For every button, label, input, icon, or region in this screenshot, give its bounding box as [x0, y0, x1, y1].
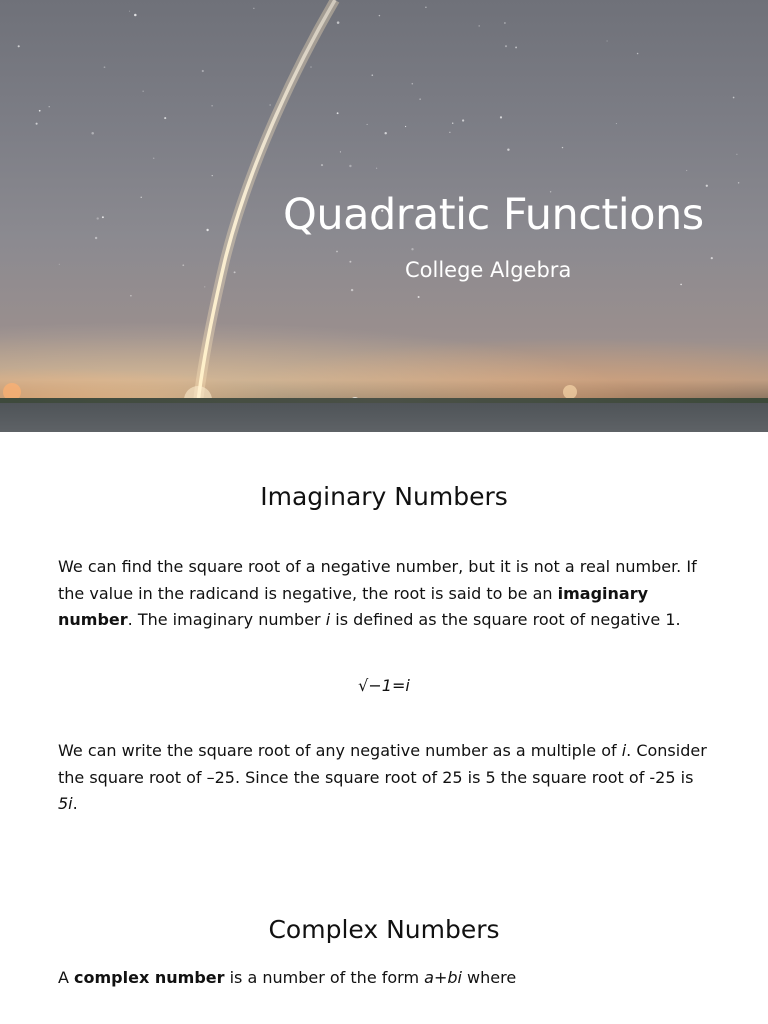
star — [351, 289, 353, 291]
star — [452, 122, 453, 123]
star — [449, 132, 450, 133]
star — [130, 295, 132, 297]
star — [637, 53, 639, 55]
star — [206, 229, 208, 231]
star — [310, 66, 312, 68]
star — [337, 21, 340, 24]
star — [425, 6, 427, 8]
star — [462, 119, 464, 121]
star — [418, 296, 420, 298]
star — [234, 271, 236, 273]
star — [736, 154, 737, 155]
star — [504, 22, 506, 24]
star — [141, 197, 142, 198]
term-imaginary-number: imaginary number — [58, 583, 649, 629]
term-complex-number: complex number — [74, 968, 225, 987]
water-reflection — [0, 403, 768, 432]
star — [253, 8, 254, 9]
star — [211, 105, 213, 107]
star — [95, 237, 97, 239]
star — [129, 11, 130, 12]
cover-title: Quadratic Functions — [283, 190, 704, 240]
star — [371, 74, 373, 76]
star — [367, 124, 368, 125]
star — [340, 151, 341, 152]
star — [321, 164, 323, 166]
star — [336, 251, 338, 253]
star — [686, 170, 687, 171]
star — [212, 175, 213, 176]
star — [270, 104, 271, 105]
cover-image — [0, 0, 768, 432]
star — [411, 248, 413, 250]
star — [505, 45, 507, 47]
star — [419, 98, 420, 99]
star — [143, 91, 144, 92]
star — [337, 112, 339, 114]
star — [562, 147, 563, 148]
paragraph-imaginary-definition: We can find the square root of a negative number, but it is not a real number. If the value in the radicand is negative, the root is said to be an imaginary number. The imaginary number i is defined as the square root of negative 1. — [58, 557, 697, 629]
star — [738, 182, 740, 184]
paragraph-imaginary-multiple: We can write the square root of any negative number as a multiple of i. Consider the square root of –25. Since the square root of 25 is 5 the square root of -25 is 5i. — [58, 741, 707, 813]
star — [153, 158, 155, 160]
star — [507, 148, 509, 150]
star — [134, 14, 137, 17]
star — [680, 284, 682, 286]
star — [49, 106, 50, 107]
star — [405, 126, 406, 127]
formula-sqrt-negative-one: √−1=i — [358, 676, 410, 695]
star — [39, 110, 41, 112]
star — [384, 132, 386, 134]
star — [164, 117, 166, 119]
star — [711, 257, 713, 259]
star — [478, 25, 480, 27]
star — [349, 261, 351, 263]
star — [706, 185, 708, 187]
star — [202, 70, 204, 72]
star — [515, 46, 517, 48]
star — [733, 97, 735, 99]
star — [616, 123, 617, 124]
section-heading-imaginary-numbers: Imaginary Numbers — [260, 482, 508, 511]
star — [18, 45, 20, 47]
star — [204, 286, 205, 287]
star — [376, 168, 377, 169]
star — [182, 264, 184, 266]
section-heading-complex-numbers: Complex Numbers — [268, 915, 500, 944]
star — [97, 217, 99, 219]
star — [349, 165, 351, 167]
star — [91, 132, 94, 135]
star — [412, 83, 414, 85]
star — [59, 264, 60, 265]
paragraph-complex-definition: A complex number is a number of the form a+bi where — [58, 968, 517, 987]
star — [500, 116, 502, 118]
star — [36, 123, 38, 125]
star — [102, 216, 104, 218]
star — [104, 66, 106, 68]
star — [379, 15, 380, 16]
star — [606, 40, 607, 41]
cover-subtitle: College Algebra — [405, 258, 572, 282]
